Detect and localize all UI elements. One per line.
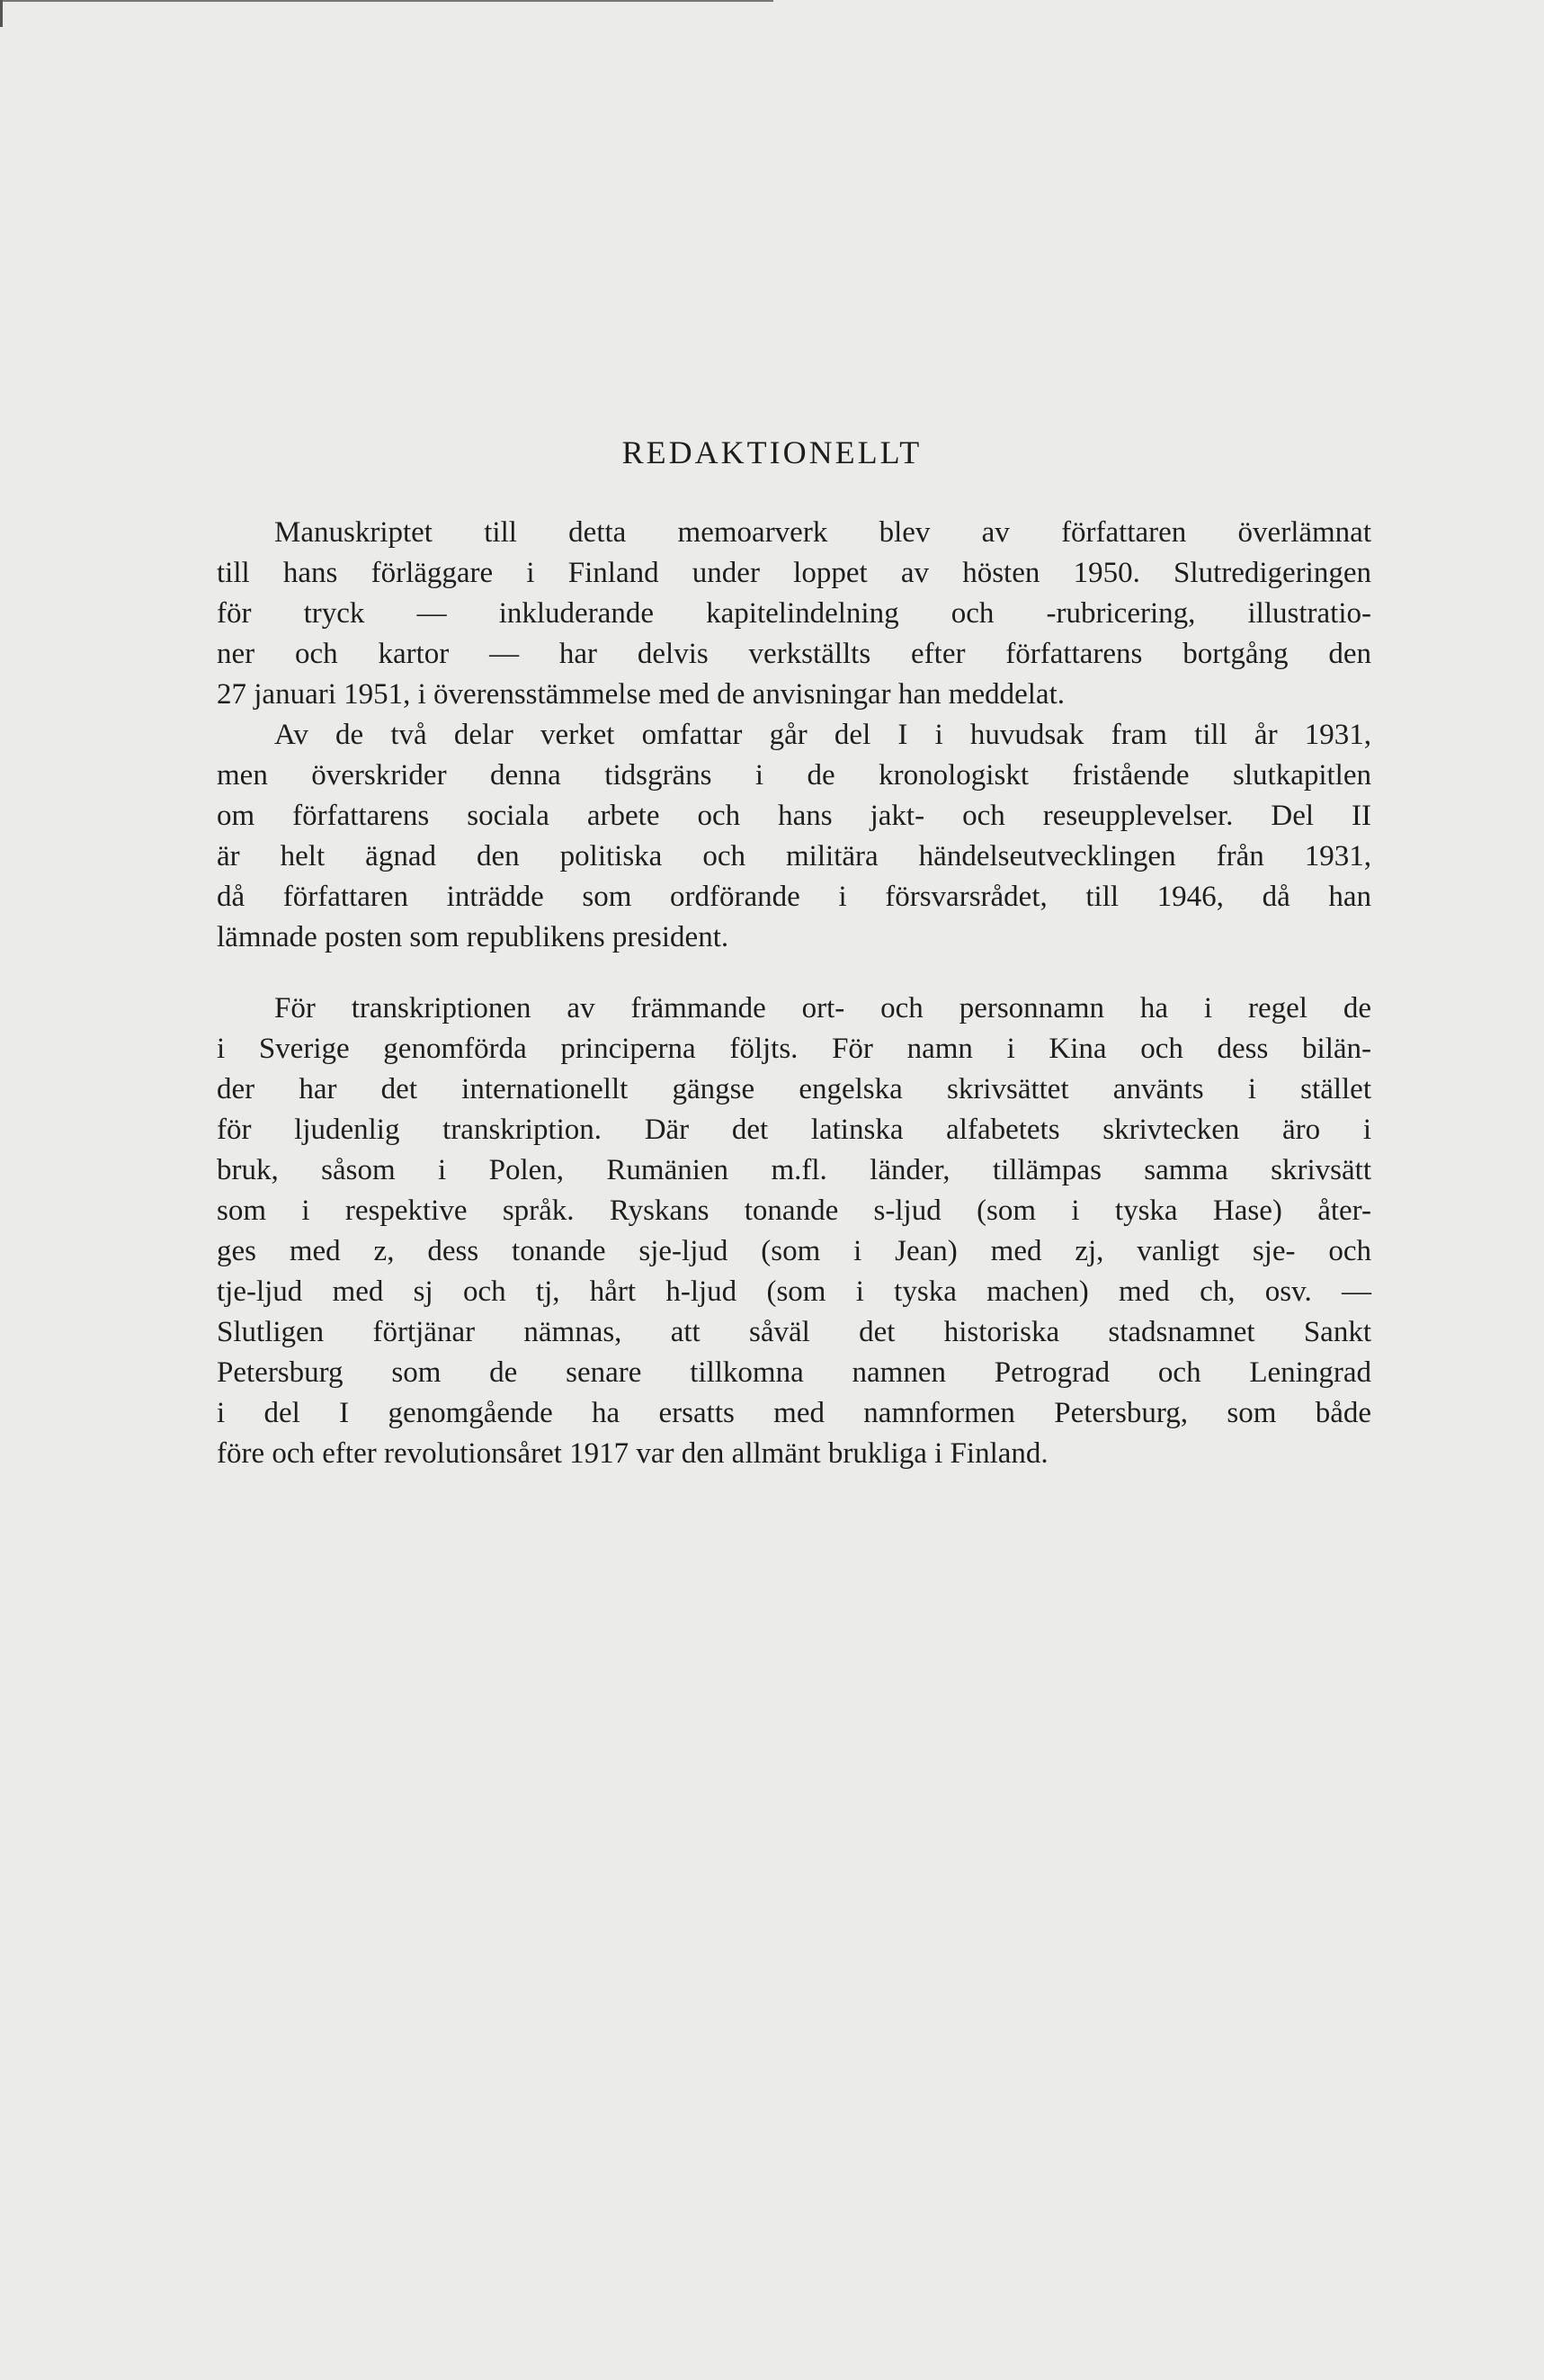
- paragraph-1: [217, 513, 1371, 958]
- text-line: som i respektive språk. Ryskans tonande s-ljud (som i tyska Hase) åter-: [217, 1194, 1371, 1227]
- text-line: då författaren inträdde som ordförande i försvarsrådet, till 1946, då han: [217, 881, 1371, 913]
- text-line: om författarens sociala arbete och hans jakt- och reseupplevelser. Del II: [217, 800, 1371, 832]
- text-line: Petersburg som de senare tillkomna namnen Petrograd och Leningrad: [217, 1356, 1371, 1389]
- page-title: REDAKTIONELLT: [621, 434, 923, 470]
- text-line: Manuskriptet till detta memoarverk blev av författaren överlämnat: [274, 516, 1371, 549]
- text-line: bruk, såsom i Polen, Rumänien m.fl. länder, tillämpas samma skrivsätt: [217, 1154, 1371, 1186]
- text-line: Av de två delar verket omfattar går del I i huvudsak fram till år 1931,: [274, 719, 1371, 751]
- paragraph-2: [217, 989, 1371, 1474]
- text-line: ner och kartor — har delvis verkställts efter författarens bortgång den: [217, 638, 1371, 670]
- text-line: 27 januari 1951, i överensstämmelse med de anvisningar han meddelat.: [217, 678, 1065, 711]
- text-line: är helt ägnad den politiska och militära händelseutvecklingen från 1931,: [217, 840, 1371, 872]
- text-line: för ljudenlig transkription. Där det latinska alfabetets skrivtecken äro i: [217, 1114, 1371, 1146]
- text-line: för tryck — inkluderande kapitelindelning och -rubricering, illustratio-: [217, 597, 1371, 630]
- text-line: till hans förläggare i Finland under loppet av hösten 1950. Slutredigeringen: [217, 557, 1371, 589]
- text-line: För transkriptionen av främmande ort- och personnamn ha i regel de: [274, 992, 1371, 1024]
- text-line: i Sverige genomförda principerna följts. För namn i Kina och dess bilän-: [217, 1033, 1371, 1065]
- text-line: tje-ljud med sj och tj, hårt h-ljud (som i tyska machen) med ch, osv. —: [217, 1275, 1371, 1308]
- scan-edge-left: [0, 0, 3, 27]
- text-line: der har det internationellt gängse engelska skrivsättet använts i stället: [217, 1073, 1371, 1105]
- text-line: lämnade posten som republikens president.: [217, 921, 729, 953]
- text-line: Slutligen förtjänar nämnas, att såväl det historiska stadsnamnet Sankt: [217, 1316, 1371, 1348]
- scan-edge-top: [0, 0, 773, 2]
- text-line: före och efter revolutionsåret 1917 var den allmänt brukliga i Finland.: [217, 1437, 1049, 1470]
- text-line: ges med z, dess tonande sje-ljud (som i Jean) med zj, vanligt sje- och: [217, 1235, 1371, 1267]
- text-line: men överskrider denna tidsgräns i de kronologiskt fristående slutkapitlen: [217, 759, 1371, 792]
- text-line: i del I genomgående ha ersatts med namnformen Petersburg, som både: [217, 1397, 1371, 1429]
